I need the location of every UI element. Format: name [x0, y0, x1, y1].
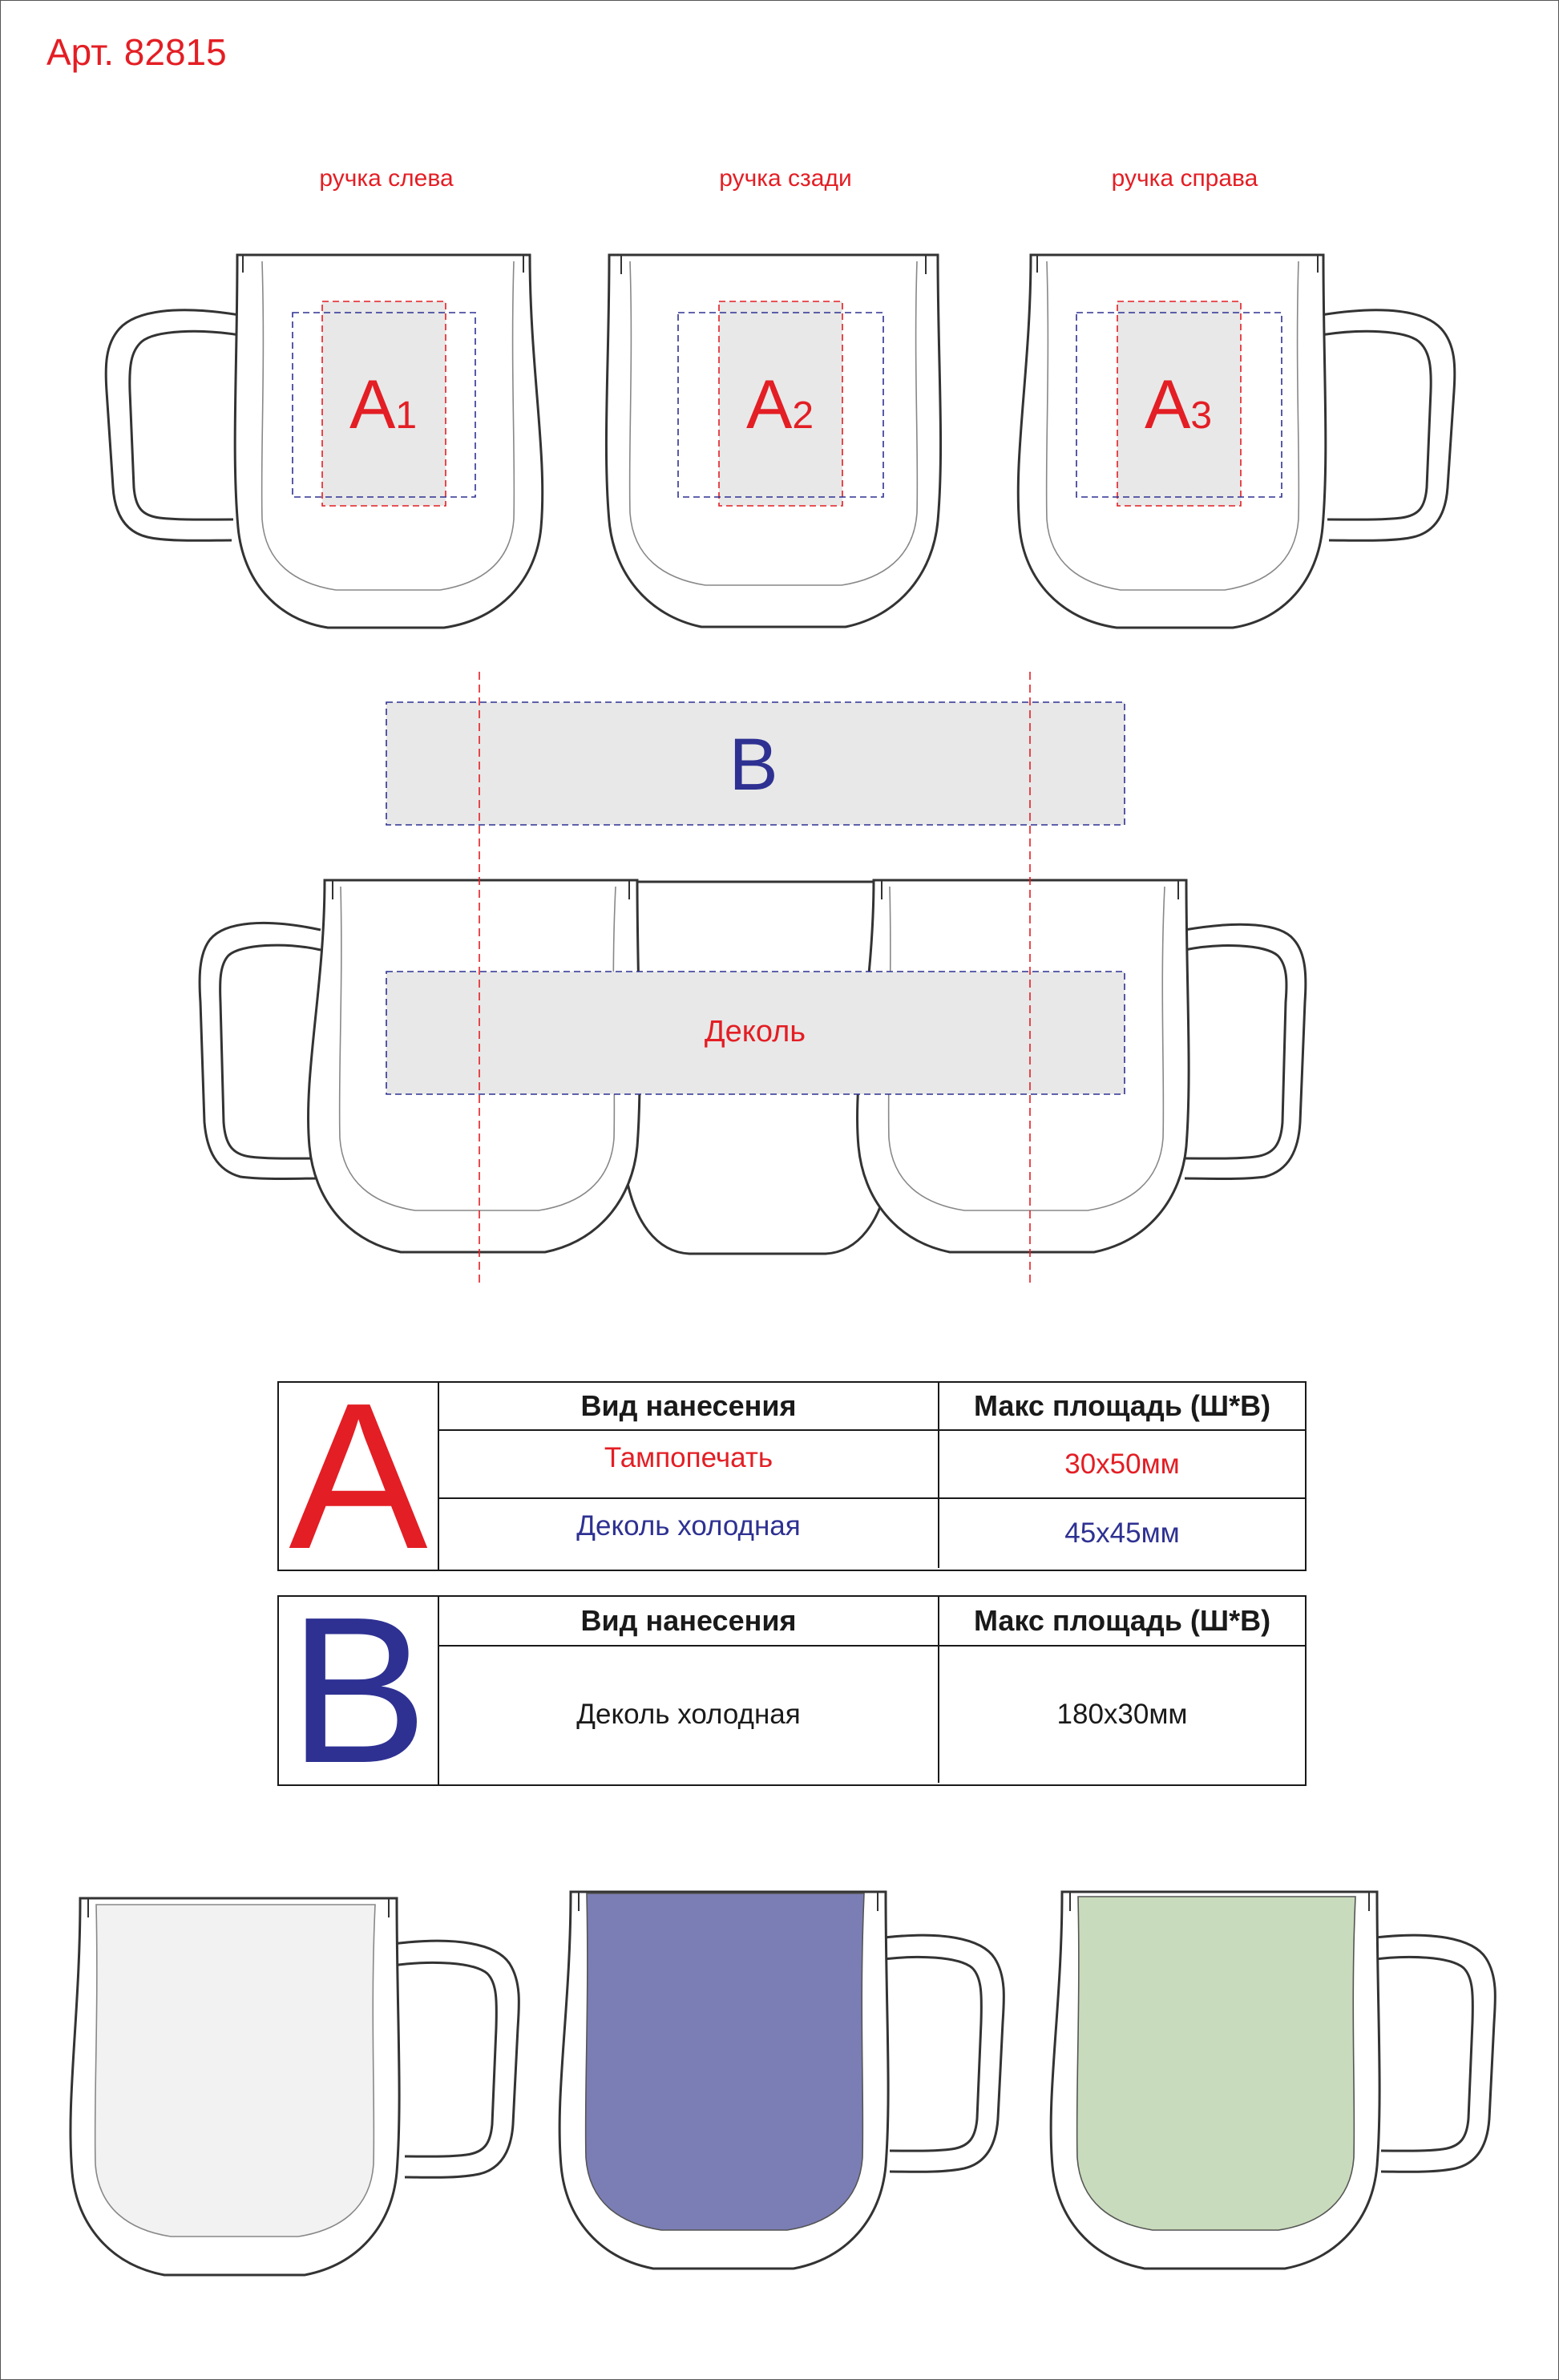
- zone-a2-label: [746, 366, 814, 443]
- table-b-col2-header: Макс площадь (Ш*В): [939, 1597, 1305, 1647]
- table-b: [277, 1574, 1307, 1807]
- zone-a3-index: 3: [1190, 394, 1213, 437]
- mug-variant-green: [1051, 1892, 1495, 2269]
- table-b-col1-header: Вид нанесения: [439, 1597, 939, 1647]
- label-handle-right: ручка справа: [1111, 165, 1258, 192]
- table-a-letter: A: [289, 1360, 428, 1593]
- zone-a1-label: [349, 366, 418, 443]
- table-a-row2-method: Деколь холодная: [439, 1499, 939, 1568]
- zone-b-label: B: [729, 724, 778, 806]
- table-b-letter: B: [289, 1574, 428, 1807]
- label-handle-left: ручка слева: [319, 165, 454, 192]
- table-b-row1-size: 180x30мм: [1056, 1699, 1188, 1730]
- article-title: Арт. 82815: [46, 31, 227, 73]
- zone-a1-index: 1: [395, 394, 418, 437]
- zone-a3-label: [1145, 366, 1213, 443]
- zone-a2-letter: A: [746, 366, 793, 443]
- label-handle-back: ручка сзади: [719, 165, 852, 192]
- table-a-letter-cell: [279, 1360, 439, 1593]
- table-b-row1-method: Деколь холодная: [439, 1647, 939, 1783]
- zone-a1-letter: A: [349, 366, 396, 443]
- table-a-col2-header: Макс площадь (Ш*В): [939, 1383, 1305, 1431]
- table-a-row1-size: 30x50мм: [939, 1431, 1305, 1499]
- mug-variant-white: [71, 1898, 519, 2275]
- zone-decal-label: Деколь: [704, 1015, 806, 1049]
- zone-a2-index: 2: [792, 394, 814, 437]
- zone-a3-letter: A: [1145, 366, 1191, 443]
- table-a: [277, 1360, 1307, 1593]
- mug-variant-blue: [559, 1892, 1004, 2269]
- table-a-row1-method: Тампопечать: [439, 1431, 939, 1499]
- table-b-letter-cell: [279, 1574, 439, 1807]
- table-a-col1-header: Вид нанесения: [439, 1383, 939, 1431]
- table-a-row2-size: 45x45мм: [1064, 1517, 1180, 1549]
